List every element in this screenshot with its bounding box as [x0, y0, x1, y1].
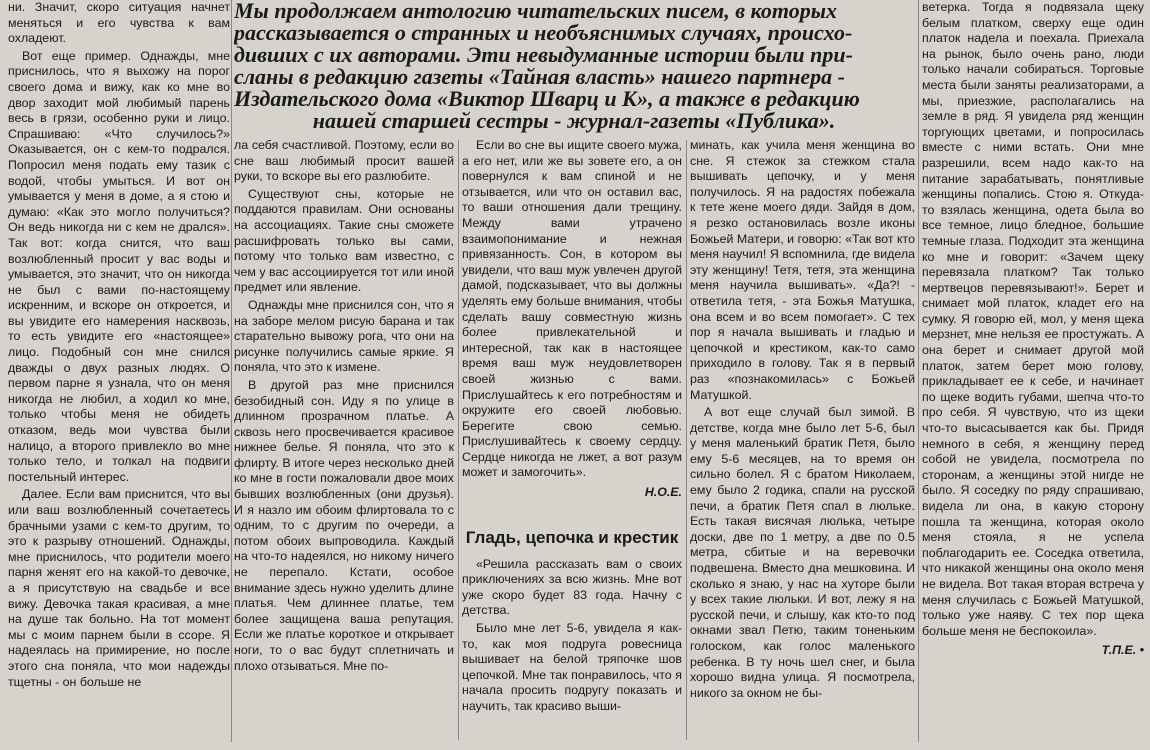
article-headline: Гладь, цепочка и крестик	[465, 527, 679, 547]
intro-line: нашей старшей сестры - журнал-газеты «Публика».	[312, 108, 836, 133]
intro-line: сланы в редакцию газеты «Тайная власть» нашего партнера -	[234, 64, 845, 89]
paragraph: ни. Значит, скоро ситуация начнет меняться и его чувства к вам охладеют.	[8, 0, 230, 46]
column-1	[8, 0, 230, 742]
paragraph: Если во сне вы ищите своего мужа, а его нет, или же вы зовете его, а он повернулся к вам спиной и не отзывается, или что он оставил вас, то ваши отношения дали трещину. Между вами утрачено взаимопонимание и нежная привязанность. Сон, в котором вы увидели, что ваш муж увлечен другой дамой, подсказывает, что вы должны уделять ему больше внимания, чтобы сделать вашу совместную жизнь более привлекательной и интересной, так как в настоящее время ваш муж неудовлетворен своей жизнью с вами. Прислушайтесь к его потребностям и окружите его своей любовью. Берегите свою семью. Прислушивайтесь к своему сердцу. Сердце никогда не лжет, а вот разум может и замorочить».	[462, 138, 682, 480]
paragraph: Вот еще пример. Однажды, мне приснилось, что я выхожу на порог своего дома и вижу, как ко мне во двор заходит мой любимый парень весь в грязи, особенно руки и лицо. Спрашиваю: «Что случилось?» Оказывается, он с кем-то подрался. Попросил меня подать ему тазик с водой, чтобы умыться. И вот он умывается у меня в доме, а я стою и думаю: «Как это могло получиться? Он ведь никогда ни с кем не дрался». Так вот: когда снится, что ваш возлюбленный просит у вас воды и умывается, это значит, что он никогда не был с вами по-настоящему искренним, и вскоре он откроется, и вы увидите его намерения насквозь, то есть увидите его «настоящее» лицо. Подобный сон мне снился дважды о двух разных людях. О первом парне я узнала, что он меня никогда не любил, а ходил ко мне, только чтобы меня не обидеть отказом, ведь мои чувства были налицо, а второго привлекло во мне только тело, и толкал на подвиги постельный интерес.	[8, 48, 230, 484]
paragraph: Однажды мне приснился сон, что я на заборе мелом рисую барана и так старательно вывожу рога, что они на рисунке получились самые яркие. Я поняла, что это к измене.	[234, 297, 454, 375]
intro-lead	[234, 0, 914, 134]
paragraph: Существуют сны, которые не поддаются правилам. Они основаны на ассоциациях. Такие сны сможете расшифровать только вы сами, потому что только вам известно, с чем у вас ассоциируется тот или иной предмет или явление.	[234, 186, 454, 295]
column-divider	[918, 0, 919, 742]
column-divider	[458, 140, 459, 740]
paragraph: А вот еще случай был зимой. В детстве, когда мне было лет 5-6, был у меня маленький братик Петя, было ему 5-6 месяцев, на то время он сильно болел. Я с братом Николаем, ему было 2 годика, спали на русской печи, а братик Петя спал в люльке. Есть такая висячая люлька, четыре доски, две по 1 метру, а две по 0.5 метра, сбитые и на веревочки подвешена. Вместо дна мешковина. И сколько я знаю, у нас на хуторе были у всех такие люльки. И вот, лежу я на русской печи, и слышу, как кто-то под окнами звал Петю, таким тоненьким голоском, как голос маленького ребенка. В ту ночь шел снег, и была хорошо видна улица. Я посмотрела, никого за окном не бы-	[690, 405, 915, 700]
intro-line: Мы продолжаем антологию читательских писем, в которых	[234, 0, 837, 23]
paragraph: ветерка. Тогда я подвязала щеку белым платком, сверху еще один платок надела и поехала. Приехала на рынок, было очень рано, люди только начали собираться. Торговые места были заняты реализаторами, а мы, приезжие, располагались на земле в ряд. Я увидела ряд женщин торгующих цветами, и попросилась вместе с ними встать. Они мне разрешили, всем надо как-то на питание зарабатывать, понятливые женщины попались. Стою я. Откуда-то взялась женщина, одета была во все темное, лицо бледное, большие темные глаза. Подходит эта женщина ко мне и говорит: «Зачем щеку перевязала платком? Так только мертвецов перевязывают!». Берет и снимает мой платок, кладет его на сумку. Я говорю ей, мол, у меня щека мерзнет, мне нельзя ее простужать. А она берет и снимает другой мой платок, затем берет мою голову, прикладывает ее к себе, и начинает по щеке водить губами, шепча что-то про себя. Я чувствую, что из щеки что-то высасывается как бы. Придя немного в себя, я женщину перед собой не увидела, посмотрела по сторонам, а женщины этой нигде не было. Я соседку по ряду спрашиваю, видела ли она, в какую сторону пошла та женщина, которая около меня стояла, я не успела поблагодарить ее. Соседка ответила, что никакой женщины она около меня не видела. Вот такая вторая встреча у меня случилась с Божьей Матушкой, только уже наяву. С тех пор щека больше меня не беспокоила».	[922, 0, 1144, 638]
intro-line: дивших с их авторами. Эти невыдуманные истории были при-	[234, 42, 853, 67]
column-3	[462, 138, 682, 742]
paragraph: минать, как учила меня женщина во сне. Я стежок за стежком стала вышивать цепочку, и у меня получилось. Я на радостях побежала к тете жене моего дяди. Зайдя в дом, я резко остановилась возле иконы Божьей Матери, и говорю: «Так вот кто меня научил! Я вспомнила, где видела эту женщину! Тетя, тетя, эта женщина меня научила вышивать». «Да?! - ответила тетя, - эта Божья Матушка, она всем и во всем помогает». С тех пор я начала вышивать и гладью и цепочкой и крестиком, как-то само приходило в голову. Так я в первый раз «познакомилась» с Божьей Матушкой.	[690, 138, 915, 402]
paragraph: Было мне лет 5-6, увидела я как-то, как моя подруга ровесница вышивает на белой тряпочке шов цепочкой. Мне так понравилось, что я начала просить подругу показать и научить, так красиво выши-	[462, 621, 682, 713]
column-divider	[231, 0, 232, 742]
paragraph: В другой раз мне приснился безобидный сон. Иду я по улице в длинном прозрачном платье. А сквозь него просвечивается красивое нижнее белье. Я поняла, что это к флирту. В итоге через несколько дней ко мне в гости пожаловали двое моих бывших возлюбленных (они друзья). И я назло им обоим флиртовала то с одним, то с другим по очереди, а потом обоих выпроводила. Каждый на что-то надеялся, но никому ничего не перепало. Кстати, особое внимание здесь нужно уделить длине платья. Чем длиннее платье, тем более защищена ваша репутация. Если же платье короткое и открывает ноги, то о вас будут сплетничать и плохо отзываться. Мне по-	[234, 377, 454, 673]
intro-line: рассказывается о странных и необъяснимых случаях, происхо-	[234, 20, 853, 45]
column-divider	[686, 140, 687, 740]
author-signature: Н.О.Е.	[644, 485, 682, 500]
column-4	[690, 138, 915, 742]
column-2	[234, 138, 454, 742]
intro-line: Издательского дома «Виктор Шварц и К», а также в редакцию	[234, 86, 860, 111]
paragraph: Далее. Если вам приснится, что вы или ваш возлюбленный сочетаетесь брачными узами с кем-то другим, то это к разрыву отношений. Однажды, мне приснилось, что родители моего парня женят его на какой-то девочке, а я присутствую на свадьбе и все вижу. Девочка такая красивая, а мне на душе так больно. На тот момент мы с моим парнем были в ссоре. Я надеялась на примирение, но после этого сна поняла, что мои надежды тщетны - он больше не	[8, 487, 230, 689]
paragraph: «Решила рассказать вам о своих приключениях за всю жизнь. Мне вот уже скоро будет 83 года. Начну с детства.	[462, 556, 682, 618]
author-signature: Т.П.Е. •	[1101, 643, 1144, 658]
column-5	[922, 0, 1144, 742]
paragraph: ла себя счастливой. Поэтому, если во сне ваш любимый просит вашей руки, то вскоре вы его разлюбите.	[234, 138, 454, 184]
